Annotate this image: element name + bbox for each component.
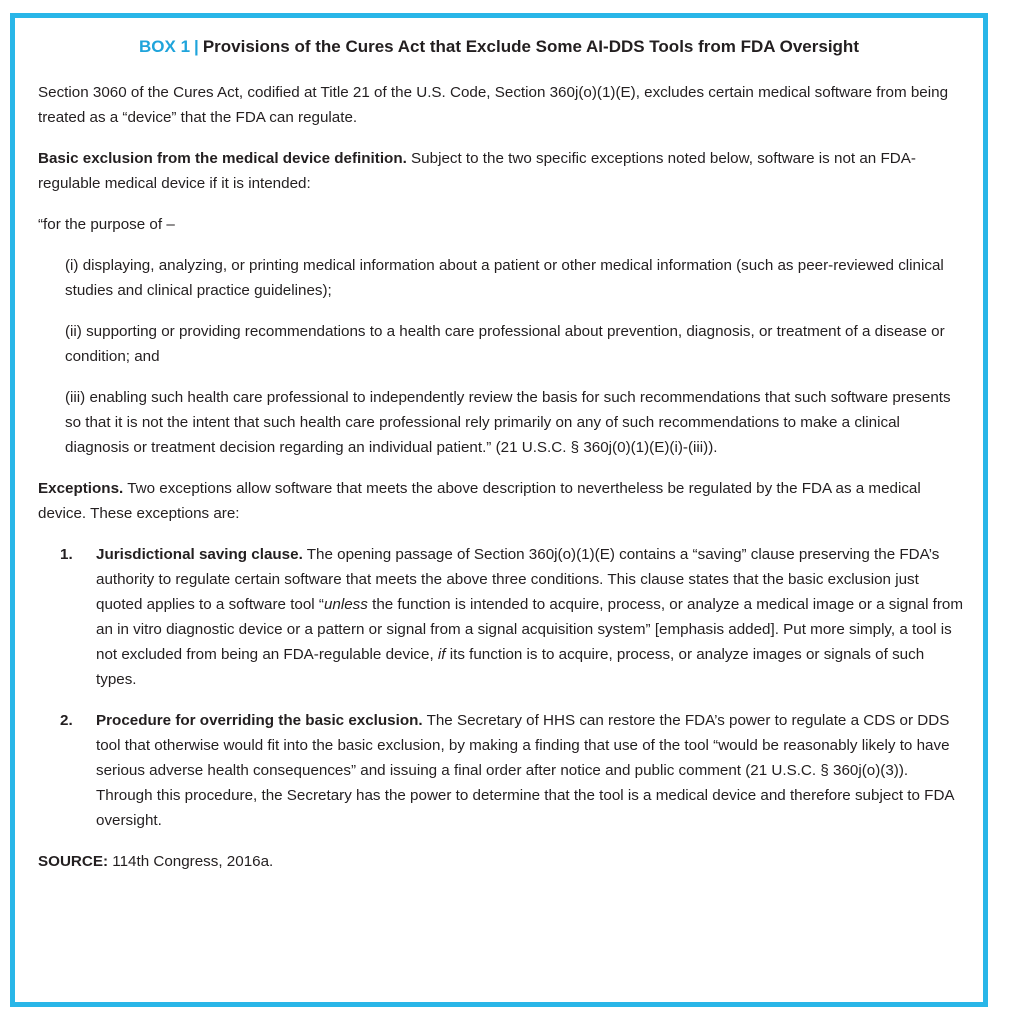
item-text: The Secretary of HHS can restore the FDA’s power to regulate a CDS or DDS tool that otherwise would fit into the basic exclusion, by making a finding that use of the tool “would be reasonably likely to have serious adverse health consequences” and issuing a final order after notice and public comment (21 U.S.C. § 360j(o)(3)). Through this procedure, the Secretary has the power to determine that the tool is a medical device and therefore subject to FDA oversight. bbox=[96, 712, 954, 829]
item-body bbox=[96, 708, 965, 833]
emphasis-unless: unless bbox=[323, 596, 368, 613]
item-text: The opening passage of Section 360j(o)(1)(E) contains a “saving” clause preserving the FDA’s authority to regulate certain software that meets the above three conditions. This clause states that the basic exclusion just quoted applies to a software tool “ bbox=[96, 546, 940, 613]
item-number: 2. bbox=[60, 712, 73, 729]
exceptions-text: Two exceptions allow software that meets the above description to nevertheless be regulated by the FDA as a medical device. These exceptions are: bbox=[38, 480, 921, 522]
exception-item-1 bbox=[38, 542, 965, 692]
clause-ii: (ii) supporting or providing recommendations to a health care professional about prevention, diagnosis, or treatment of a disease or condition; and bbox=[65, 323, 945, 365]
source-line bbox=[38, 849, 965, 874]
box-label: BOX 1 bbox=[139, 37, 191, 56]
exception-item-2 bbox=[38, 708, 965, 833]
item-number: 1. bbox=[60, 546, 73, 563]
box-heading: Provisions of the Cures Act that Exclude Some AI-DDS Tools from FDA Oversight bbox=[202, 37, 859, 56]
item-body bbox=[96, 542, 965, 692]
source-label: SOURCE: bbox=[38, 853, 109, 870]
clause-i: (i) displaying, analyzing, or printing medical information about a patient or other medical information (such as peer-reviewed clinical studies and clinical practice guidelines); bbox=[65, 257, 944, 299]
clause-iii: (iii) enabling such health care professional to independently review the basis for such recommendations that such software presents so that it is not the intent that such health care professional rely primarily on any of such recommendations to make a clinical diagnosis or treatment decision regarding an individual patient.” (21 U.S.C. § 360j(0)(1)(E)(i)-(iii)). bbox=[65, 389, 951, 456]
item-text: the function is intended to acquire, process, or analyze a medical image or a signal from an in vitro diagnostic device or a pattern or signal from a signal acquisition system” [emphasis added]. Put more simply, a tool is not excluded from being an FDA-regulable device, bbox=[96, 596, 964, 663]
item-text: its function is to acquire, process, or analyze images or signals of such types. bbox=[96, 646, 925, 688]
box-title bbox=[15, 37, 983, 57]
basic-exclusion-heading: Basic exclusion from the medical device definition. bbox=[38, 150, 407, 167]
exceptions-heading: Exceptions. bbox=[38, 480, 124, 497]
item-heading: Jurisdictional saving clause. bbox=[96, 546, 303, 563]
intro-paragraph: Section 3060 of the Cures Act, codified at Title 21 of the U.S. Code, Section 360j(o)(1)(E), excludes certain medical software from being treated as a “device” that the FDA can regulate. bbox=[38, 84, 949, 126]
exceptions-paragraph bbox=[38, 476, 965, 526]
emphasis-if: if bbox=[437, 646, 446, 663]
box-frame bbox=[10, 13, 988, 1007]
source-text: 114th Congress, 2016a. bbox=[108, 853, 274, 870]
title-separator: | bbox=[194, 37, 199, 56]
box-content bbox=[38, 80, 965, 874]
item-heading: Procedure for overriding the basic exclusion. bbox=[96, 712, 423, 729]
quote-lead: “for the purpose of – bbox=[38, 216, 175, 233]
basic-exclusion-paragraph bbox=[38, 146, 965, 196]
basic-exclusion-text: Subject to the two specific exceptions noted below, software is not an FDA-regulable medical device if it is intended: bbox=[38, 150, 916, 192]
